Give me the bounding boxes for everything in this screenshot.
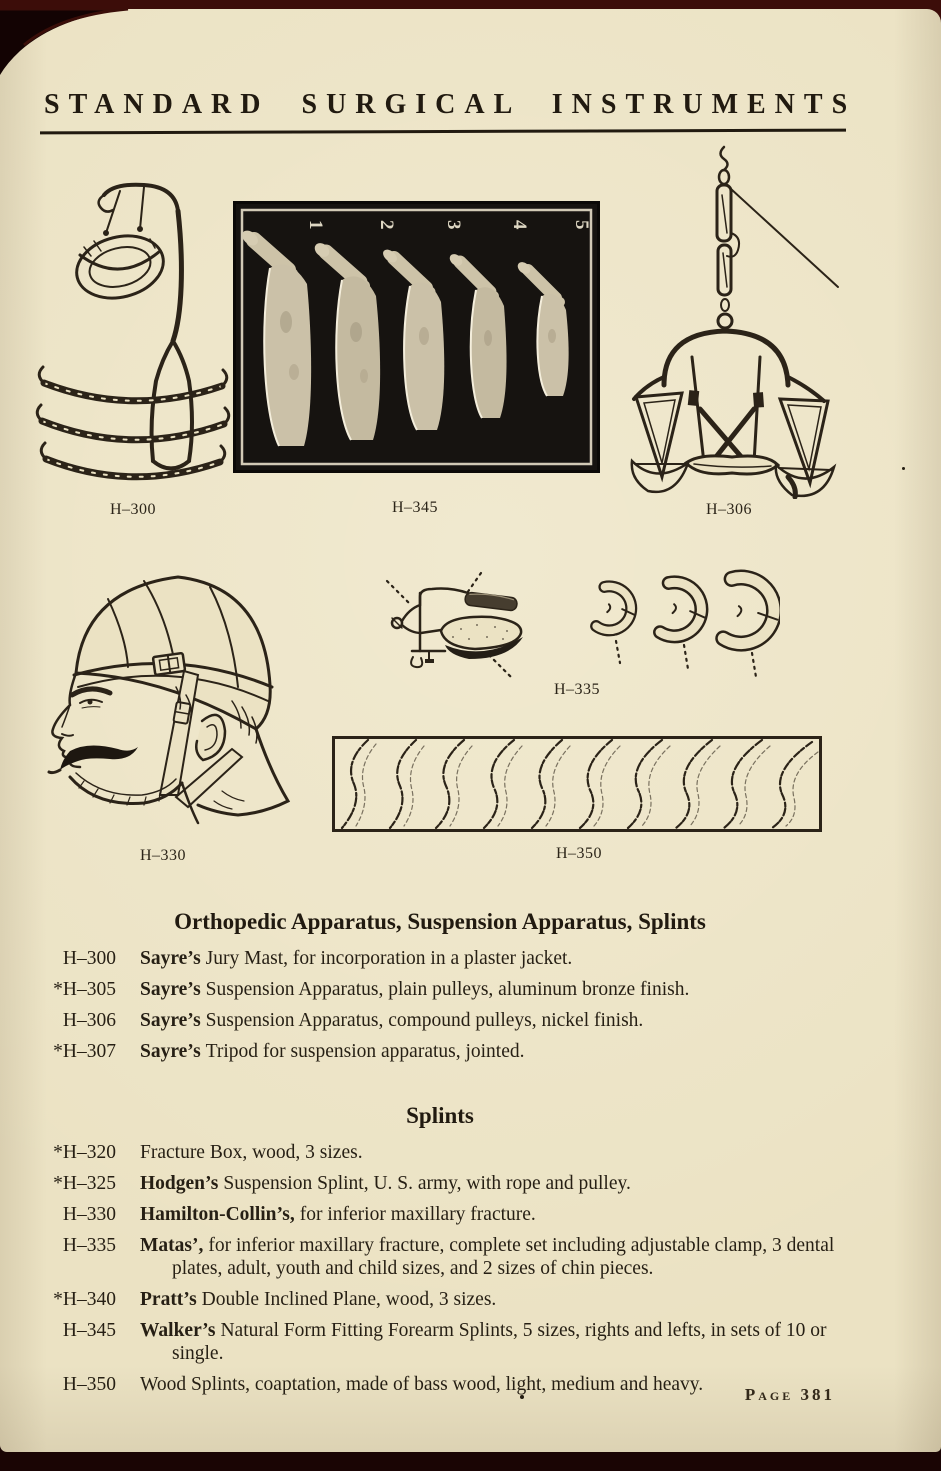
wood-splints-figure: [332, 736, 822, 832]
catalog-item-row: [42, 1141, 842, 1164]
catalog-item-row: [42, 1172, 842, 1195]
catalog-item-row: [42, 1040, 842, 1063]
item-lead: Hodgen’s: [140, 1173, 219, 1194]
splints-section-title: Splints: [406, 1103, 474, 1128]
item-code: *H–325: [53, 1173, 116, 1194]
item-text: Natural Form Fitting Forearm Splints, 5 sizes, rights and lefts, in sets of 10 or single.: [172, 1320, 827, 1364]
splint-3: [381, 247, 445, 430]
item-code: H–306: [62, 1010, 116, 1031]
orthopedic-item-list: [42, 947, 842, 1071]
jury-mast-figure: [32, 175, 232, 497]
splint-number-label: 2: [376, 220, 397, 230]
splint-4: [447, 252, 506, 418]
item-code: H–300: [62, 948, 116, 969]
item-code: *H–340: [53, 1289, 116, 1310]
item-text: for inferior maxillary fracture.: [299, 1204, 536, 1225]
item-code: H–345: [62, 1320, 116, 1341]
item-lead: Matas’,: [140, 1235, 204, 1256]
item-text: Double Inclined Plane, wood, 3 sizes.: [201, 1289, 497, 1310]
caption-h306: H–306: [705, 501, 753, 518]
item-text: for inferior maxillary fracture, complete set including adjustable clamp, 3 dental plates, adult, youth and child sizes, and 2 sizes of chin pieces.: [172, 1235, 835, 1279]
caption-h345: H–345: [391, 499, 439, 516]
splint-number-label: 1: [305, 220, 326, 230]
catalog-item-row: [42, 1288, 842, 1311]
orthopedic-section-title: Orthopedic Apparatus, Suspension Apparatus, Splints: [174, 909, 706, 934]
item-lead: Pratt’s: [140, 1289, 197, 1310]
item-lead: Sayre’s: [140, 1041, 201, 1062]
splint-number-label: 3: [443, 220, 464, 230]
page-number: Page 381: [744, 1385, 835, 1404]
caption-h350: H–350: [555, 845, 603, 862]
item-text: Tripod for suspension apparatus, jointed.: [205, 1041, 525, 1062]
ink-speck: [520, 1395, 524, 1399]
item-text: Suspension Splint, U. S. army, with rope and pulley.: [223, 1173, 631, 1194]
catalog-item-row: [42, 1373, 842, 1396]
page-title: STANDARD SURGICAL INSTRUMENTS: [44, 89, 857, 120]
matas-clamp-figure: [383, 567, 533, 681]
item-code: *H–305: [53, 979, 116, 1000]
splint-number-label: 4: [509, 220, 530, 230]
item-lead: Sayre’s: [140, 948, 201, 969]
item-code: H–350: [62, 1374, 116, 1395]
forearm-splints-photo: [233, 201, 600, 473]
binding-corner-shadow: [0, 9, 132, 81]
splint-number-label: 5: [571, 220, 592, 230]
suspension-apparatus-figure: [628, 145, 840, 499]
catalog-item-row: [42, 1009, 842, 1032]
item-text: Fracture Box, wood, 3 sizes.: [140, 1142, 363, 1163]
caption-h335: H–335: [553, 681, 601, 698]
item-text: Jury Mast, for incorporation in a plaster jacket.: [205, 948, 573, 969]
chin-piece-large: [723, 576, 780, 648]
item-lead: Hamilton-Collin’s,: [140, 1204, 295, 1225]
item-lead: Walker’s: [140, 1320, 216, 1341]
catalog-item-row: [42, 978, 842, 1001]
caption-h330: H–330: [139, 847, 187, 864]
title-underline: [40, 129, 846, 135]
item-code: H–330: [62, 1204, 116, 1225]
item-code: *H–320: [53, 1142, 116, 1163]
splint-5: [515, 260, 568, 396]
chin-pieces-figure: [578, 569, 780, 683]
item-lead: Sayre’s: [140, 979, 201, 1000]
item-text: Suspension Apparatus, plain pulleys, aluminum bronze finish.: [205, 979, 690, 1000]
splint-2: [312, 240, 380, 440]
catalog-item-row: [42, 1319, 842, 1365]
item-code: *H–307: [53, 1041, 116, 1062]
splints-item-list: [42, 1141, 842, 1404]
paper-page: [0, 9, 941, 1452]
splint-1: [239, 228, 311, 446]
item-text: Wood Splints, coaptation, made of bass wood, light, medium and heavy.: [140, 1374, 704, 1395]
chin-piece-medium: [660, 581, 711, 641]
catalog-item-row: [42, 1203, 842, 1226]
catalog-item-row: [42, 1234, 842, 1280]
item-text: Suspension Apparatus, compound pulleys, nickel finish.: [205, 1010, 644, 1031]
caption-h300: H–300: [109, 501, 157, 518]
ink-speck: [902, 467, 905, 470]
catalog-item-row: [42, 947, 842, 970]
chin-piece-small: [596, 585, 639, 635]
head-splint-figure: [26, 555, 306, 843]
item-lead: Sayre’s: [140, 1010, 201, 1031]
item-code: H–335: [62, 1235, 116, 1256]
